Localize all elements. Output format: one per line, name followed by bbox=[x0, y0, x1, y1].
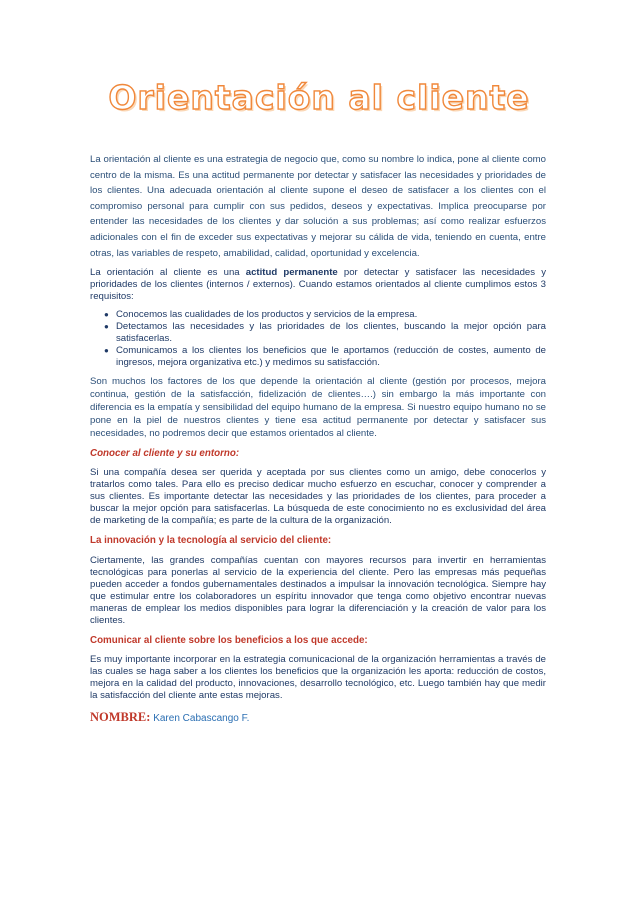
bullet-icon: ● bbox=[104, 310, 109, 320]
section-text-innovation: Ciertamente, las grandes compañías cuentan con mayores recursos para invertir en herramientas tecnológicas para ponerlas al servicio de la experiencia del cliente. Pero las empresas más pequeñas pueden acceder a fondos gubernamentales destinados a impulsar la innovación tecnológica. Siempre hay que estimular entre los colaboradores un espíritu innovador que tenga como objetivo encontrar nuevas maneras de emplear los medios disponibles para lograr la diferenciación y la creación de valor para los clientes. bbox=[90, 554, 546, 626]
list-item bbox=[102, 309, 546, 321]
list-item-text: Comunicamos a los clientes los beneficios que le aportamos (reducción de costes, aumento de ingresos, mejora organizativa etc.) y medimos su satisfacción. bbox=[116, 345, 546, 369]
attitude-text-after: por detectar y satisfacer las necesidades y prioridades de los clientes (internos / externos). Cuando estamos orientados al cliente cumplimos estos 3 requisitos: bbox=[90, 267, 546, 303]
signature-name: Karen Cabascango F. bbox=[153, 712, 250, 724]
attitude-text-before: La orientación al cliente es una bbox=[90, 267, 246, 279]
section-heading-know-client: Conocer al cliente y su entorno: bbox=[90, 448, 240, 460]
section-heading-innovation: La innovación y la tecnología al servicio del cliente: bbox=[90, 535, 332, 547]
bullet-icon: ● bbox=[104, 346, 109, 356]
signature-line bbox=[90, 710, 546, 726]
document-body bbox=[90, 152, 546, 726]
bullet-icon: ● bbox=[104, 322, 109, 332]
signature-label: NOMBRE: bbox=[90, 709, 151, 724]
section-text-know-client: Si una compañía desea ser querida y aceptada por sus clientes como un amigo, debe conocerlos y tratarlos como tales. Para ello es preciso dedicar mucho esfuerzo en escuchar, conocer y comprender a sus clientes. Es importante detectar las necesidades y las prioridades de los clientes, para proceder a buscar la mejor opción para satisfacerlas. La búsqueda de este conocimiento no es exclusividad del área de marketing de la compañía; es parte de la cultura de la organización. bbox=[90, 467, 546, 527]
section-text-communicate: Es muy importante incorporar en la estrategia comunicacional de la organización herramientas a través de las cuales se haga saber a los clientes los beneficios que la organización les aporta: reducción de costos, mejora en la calidad del producto, innovaciones, desarrollo tecnológico, etc. Luego también hay que medir la satisfacción del cliente ante estas mejoras. bbox=[90, 653, 546, 701]
list-item bbox=[102, 345, 546, 369]
page-title: Orientación al cliente bbox=[108, 78, 530, 117]
list-item bbox=[102, 321, 546, 345]
attitude-paragraph bbox=[90, 267, 546, 303]
list-item-text: Detectamos las necesidades y las prioridades de los clientes, buscando la mejor opción para satisfacerlas. bbox=[116, 321, 546, 345]
section-heading-communicate: Comunicar al cliente sobre los beneficios a los que accede: bbox=[90, 634, 368, 646]
intro-paragraph: La orientación al cliente es una estrategia de negocio que, como su nombre lo indica, pone al cliente como centro de la misma. Es una actitud permanente por detectar y satisfacer las necesidades y prioridades de los clientes. Una adecuada orientación al cliente supone el deseo de satisfacer a los clientes con el compromiso personal para cumplir con sus pedidos, deseos y expectativas. Implica preocuparse por entender las necesidades de los clientes y dar solución a sus problemas; así como realizar esfuerzos adicionales con el fin de exceder sus expectativas y mejorar su cálida de vida, teniendo en cuenta, entre otras, las variables de respeto, amabilidad, calidad, oportunidad y excelencia. bbox=[90, 154, 546, 259]
attitude-bold-text: actitud permanente bbox=[245, 267, 338, 279]
requirements-list bbox=[90, 309, 546, 369]
list-item-text: Conocemos las cualidades de los productos y servicios de la empresa. bbox=[116, 309, 418, 321]
factors-paragraph: Son muchos los factores de los que depende la orientación al cliente (gestión por procesos, mejora continua, gestión de la satisfacción, fidelización de clientes….) sin embargo la más importante con diferencia es la empatía y sensibilidad del equipo humano de la empresa. Si nuestro equipo humano no se pone en la piel de nuestros clientes y tiene esa actitud permanente por detectar y satisfacer sus necesidades, no podremos decir que estamos orientados al cliente. bbox=[90, 376, 546, 440]
